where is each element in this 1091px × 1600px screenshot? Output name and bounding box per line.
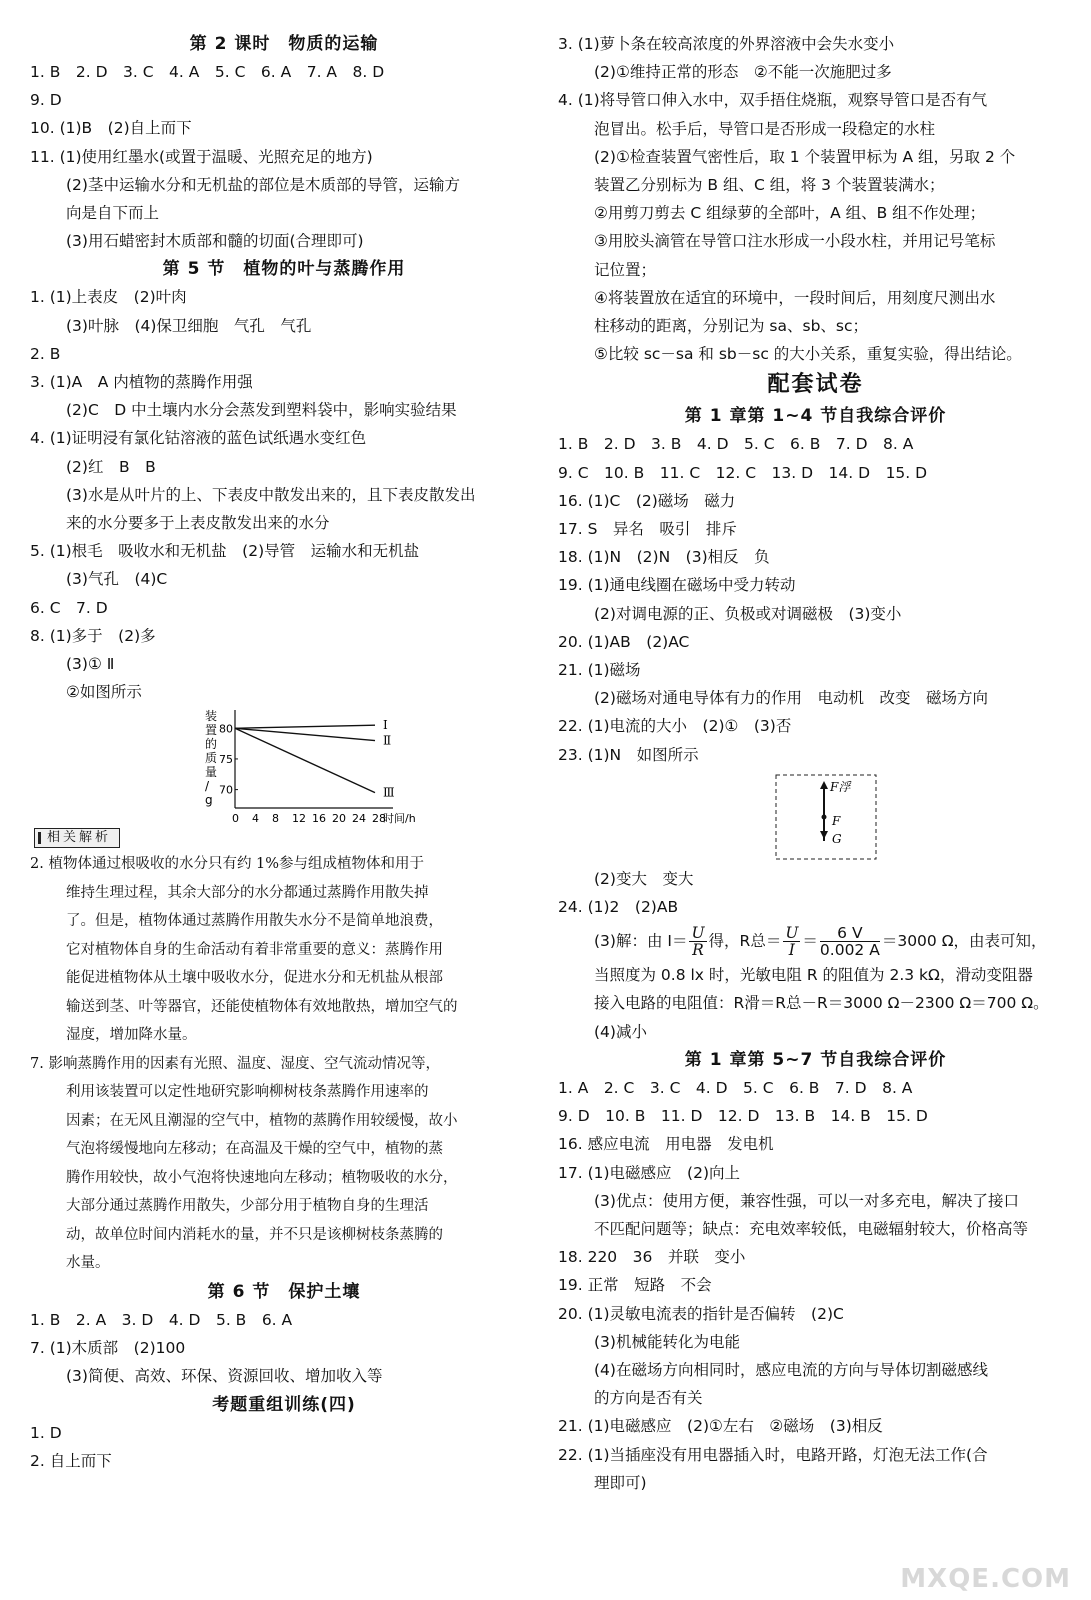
answer-line: 4. (1)证明浸有氯化钴溶液的蓝色试纸遇水变红色	[30, 429, 367, 448]
answer-line: (2)变大 变大	[594, 869, 694, 888]
label-f: F	[832, 813, 841, 828]
answer-line: 泡冒出。松手后，导管口是否形成一段稳定的水柱	[594, 119, 936, 138]
answer-line: 当照度为 0.8 lx 时，光敏电阻 R 的阻值为 2.3 kΩ，滑动变阻器	[594, 966, 1033, 985]
series-label: Ⅱ	[383, 734, 392, 749]
y-axis-label-char: 置	[205, 723, 218, 738]
answer-line: (3)优点：使用方便，兼容性强，可以一对多充电，解决了接口	[594, 1191, 1019, 1210]
answer-line: (2)磁场对通电导体有力的作用 电动机 改变 磁场方向	[594, 689, 988, 708]
y-tick-label: 80	[219, 722, 233, 736]
answer-line: 19. 正常 短路 不会	[558, 1276, 712, 1295]
fraction: $\frac{U}{R}$	[691, 924, 705, 960]
answer-line: 9. D	[30, 91, 62, 110]
answer-line: 7. (1)木质部 (2)100	[30, 1339, 186, 1358]
answer-line: 21. (1)电磁感应 (2)①左右 ②磁场 (3)相反	[558, 1417, 883, 1436]
answer-line: ②如图所示	[66, 683, 142, 702]
answer-line: 21. (1)磁场	[558, 661, 641, 680]
label-g: G	[832, 831, 842, 846]
explanation-line: 水量。	[66, 1255, 110, 1272]
answer-line: 4. (1)将导管口伸入水中，双手捂住烧瓶，观察导管口是否有气	[558, 91, 988, 110]
series-line	[235, 726, 375, 729]
answer-line: (3)用石蜡密封木质部和髓的切面(合理即可)	[66, 232, 364, 251]
explanation-line: 腾作用较快，故小气泡将快速地向左移动；植物吸收的水分，	[66, 1169, 458, 1186]
label-f-buoyancy: F浮	[830, 779, 851, 794]
answer-line: 2. 自上而下	[30, 1451, 112, 1470]
answer-line: (3)气孔 (4)C	[66, 570, 168, 589]
answer-line: 18. (1)N (2)N (3)相反 负	[558, 548, 770, 567]
test2-title: 第 1 章第 5~7 节自我综合评价	[684, 1049, 947, 1070]
explanation-line: 7. 影响蒸腾作用的因素有光照、温度、湿度、空气流动情况等，	[30, 1055, 440, 1072]
x-tick-label: 24	[352, 812, 366, 826]
answer-line: (2)C D 中土壤内水分会蒸发到塑料袋中，影响实验结果	[66, 401, 457, 420]
chart-svg	[30, 706, 538, 826]
answer-line: 的方向是否有关	[594, 1389, 703, 1408]
section-title-leaf: 第 5 节 植物的叶与蒸腾作用	[162, 259, 406, 280]
watermark: MXQE.COM	[900, 1564, 1071, 1594]
answer-line: (4)在磁场方向相同时，感应电流的方向与导体切割磁感线	[594, 1360, 988, 1379]
calc-text: (3)解：由 I＝	[594, 932, 688, 951]
answer-line: (3)① Ⅱ	[66, 655, 115, 674]
answer-line: 1. B 2. D 3. C 4. A 5. C 6. A 7. A 8. D	[30, 63, 385, 81]
center-point	[822, 814, 827, 819]
answer-line: 24. (1)2 (2)AB	[558, 898, 679, 917]
answer-line: 17. (1)电磁感应 (2)向上	[558, 1163, 740, 1182]
explanation-line: 输送到茎、叶等器官，还能使植物体有效地散热，增加空气的	[66, 998, 458, 1015]
answer-line: 记位置；	[594, 260, 657, 279]
answer-line: 1. (1)上表皮 (2)叶肉	[30, 288, 187, 307]
answer-line: 16. (1)C (2)磁场 磁力	[558, 491, 736, 510]
fraction: $\frac{U}{I}$	[785, 924, 799, 960]
answer-line: ④将装置放在适宜的环境中，一段时间后，用刻度尺测出水	[594, 288, 996, 307]
answer-line: 接入电路的电阻值：R滑＝R总－R＝3000 Ω－2300 Ω＝700 Ω。	[594, 994, 1049, 1013]
explanation-line: 动，故单位时间内消耗水的量，并不只是该柳树枝条蒸腾的	[66, 1226, 443, 1243]
force-arrowhead	[820, 831, 828, 839]
answer-line: 3. (1)萝卜条在较高浓度的外界溶液中会失水变小	[558, 35, 895, 53]
y-axis-label-char: 的	[205, 737, 218, 752]
answer-line: 22. (1)当插座没有用电器插入时，电路开路，灯泡无法工作(合	[558, 1445, 988, 1464]
force-diagram-svg	[558, 769, 1073, 865]
explanation-line: 气泡将缓慢地向左移动；在高温及干燥的空气中，植物的蒸	[66, 1141, 443, 1158]
x-axis-label: 时间/h	[383, 812, 416, 826]
calc-text: ＝	[802, 932, 818, 951]
answer-line: ②用剪刀剪去 C 组绿萝的全部叶，A 组、B 组不作处理；	[594, 204, 986, 223]
explanation-line: 2. 植物体通过根吸收的水分只有约 1%参与组成植物体和用于	[30, 856, 425, 873]
fraction: $\frac{6 V}{0.002 A}$	[819, 924, 880, 960]
answer-line: (2)茎中运输水分和无机盐的部位是木质部的导管，运输方	[66, 175, 460, 194]
explanation-line: 维持生理过程，其余大部分的水分都通过蒸腾作用散失掉	[66, 884, 429, 901]
test1-title: 第 1 章第 1~4 节自我综合评价	[684, 406, 947, 427]
explanation-line: 湿度，增加降水量。	[66, 1027, 197, 1044]
explanation-line: 利用该装置可以定性地研究影响柳树枝条蒸腾作用速率的	[66, 1084, 429, 1101]
y-tick-label: 75	[219, 753, 233, 767]
series-line	[235, 729, 375, 793]
answer-line: 1. B 2. A 3. D 4. D 5. B 6. A	[30, 1310, 293, 1329]
answer-line: 不匹配问题等；缺点：充电效率较低，电磁辐射较大，价格高等	[594, 1219, 1029, 1238]
answer-line: (3)水是从叶片的上、下表皮中散发出来的，且下表皮散发出	[66, 485, 476, 504]
answer-line: 16. 感应电流 用电器 发电机	[558, 1135, 774, 1154]
answer-line: 1. D	[30, 1423, 62, 1442]
x-tick-label: 0	[232, 812, 239, 826]
answer-line: 10. (1)B (2)自上而下	[30, 119, 192, 138]
series-label: Ⅰ	[383, 718, 388, 733]
x-tick-label: 12	[292, 812, 306, 826]
right-column	[558, 30, 1073, 1497]
answer-line: 来的水分要多于上表皮散发出来的水分	[66, 514, 330, 533]
explanation-line: 了。但是，植物体通过蒸腾作用散失水分不是简单地浪费，	[66, 913, 443, 930]
y-tick-label: 70	[219, 784, 233, 798]
x-tick-label: 4	[252, 812, 259, 826]
section-title-transport: 第 2 课时 物质的运输	[189, 34, 379, 54]
answer-line: 5. (1)根毛 吸收水和无机盐 (2)导管 运输水和无机盐	[30, 542, 420, 561]
x-tick-label: 8	[272, 812, 279, 826]
answer-line: 20. (1)AB (2)AC	[558, 632, 690, 651]
answer-line: (2)对调电源的正、负极或对调磁极 (3)变小	[594, 604, 902, 623]
x-tick-label: 20	[332, 812, 346, 826]
y-axis-label-char: /	[205, 779, 210, 794]
calc-text: 得，R总＝	[708, 932, 782, 951]
supporting-papers-title: 配套试卷	[767, 372, 864, 398]
explanation-line: 因素；在无风且潮湿的空气中，植物的蒸腾作用较缓慢，故小	[66, 1112, 458, 1129]
answer-line: 20. (1)灵敏电流表的指针是否偏转 (2)C	[558, 1304, 844, 1323]
analysis-tag	[30, 826, 538, 850]
y-axis-label-char: 量	[205, 765, 218, 780]
x-tick-label: 28	[372, 812, 386, 826]
answer-line: 1. B 2. D 3. B 4. D 5. C 6. B 7. D 8. A	[558, 435, 914, 454]
answer-line: 向是自下而上	[66, 204, 160, 223]
calc-line	[558, 921, 1073, 961]
answer-line: ③用胶头滴管在导管口注水形成一小段水柱，并用记号笔标	[594, 232, 996, 251]
answer-line: 17. S 异名 吸引 排斥	[558, 520, 737, 539]
y-axis-label-char: 质	[205, 751, 218, 766]
x-tick-label: 16	[312, 812, 326, 826]
answer-line: 9. D 10. B 11. D 12. D 13. B 14. B 15. D	[558, 1107, 928, 1126]
answer-line: 6. C 7. D	[30, 598, 108, 617]
answer-line: (3)机械能转化为电能	[594, 1332, 740, 1351]
answer-line: 2. B	[30, 344, 61, 363]
answer-line: (4)减小	[594, 1022, 647, 1041]
calc-text: ＝3000 Ω，由表可知，	[881, 932, 1047, 951]
answer-line: 22. (1)电流的大小 (2)① (3)否	[558, 717, 792, 736]
analysis-tag-label: 相关解析	[34, 828, 120, 848]
buoyancy-arrowhead	[820, 781, 828, 789]
answer-line: 1. A 2. C 3. C 4. D 5. C 6. B 7. D 8. A	[558, 1078, 913, 1097]
answer-line: 理即可)	[594, 1473, 647, 1492]
answer-line: 18. 220 36 并联 变小	[558, 1248, 746, 1267]
explanation-line: 能促进植物体从土壤中吸收水分，促进水分和无机盐从根部	[66, 970, 443, 987]
answer-line: 8. (1)多于 (2)多	[30, 626, 156, 645]
answer-line: 3. (1)A A 内植物的蒸腾作用强	[30, 373, 253, 392]
answer-line: 装置乙分别标为 B 组、C 组，将 3 个装置装满水；	[594, 176, 945, 195]
left-column	[30, 30, 538, 1475]
force-diagram	[558, 769, 1073, 865]
y-axis-label-char: 装	[205, 709, 218, 724]
answer-line: (2)①检查装置气密性后，取 1 个装置甲标为 A 组，另取 2 个	[594, 147, 1016, 166]
mass-time-chart	[30, 706, 538, 826]
explanation-line: 大部分通过蒸腾作用散失，少部分用于植物自身的生理活	[66, 1198, 429, 1215]
answer-line: 19. (1)通电线圈在磁场中受力转动	[558, 576, 796, 595]
answer-line: ⑤比较 sc－sa 和 sb－sc 的大小关系，重复实验，得出结论。	[594, 345, 1022, 364]
section-title-soil: 第 6 节 保护土壤	[207, 1281, 361, 1302]
explanation-line: 它对植物体自身的生命活动有着非常重要的意义：蒸腾作用	[66, 941, 443, 958]
answer-line: (2)①维持正常的形态 ②不能一次施肥过多	[594, 63, 892, 82]
answer-line: 9. C 10. B 11. C 12. C 13. D 14. D 15. D	[558, 463, 928, 482]
section-title-review: 考题重组训练(四)	[212, 1394, 356, 1415]
y-axis-label-char: g	[205, 793, 213, 808]
answer-line: (2)红 B B	[66, 457, 156, 476]
answer-line: 11. (1)使用红墨水(或置于温暖、光照充足的地方)	[30, 147, 373, 166]
answer-line: 23. (1)N 如图所示	[558, 745, 699, 764]
series-label: Ⅲ	[383, 786, 395, 801]
answer-line: (3)简便、高效、环保、资源回收、增加收入等	[66, 1367, 383, 1386]
answer-line: (3)叶脉 (4)保卫细胞 气孔 气孔	[66, 316, 312, 335]
answer-line: 柱移动的距离，分别记为 sa、sb、sc；	[594, 317, 869, 336]
